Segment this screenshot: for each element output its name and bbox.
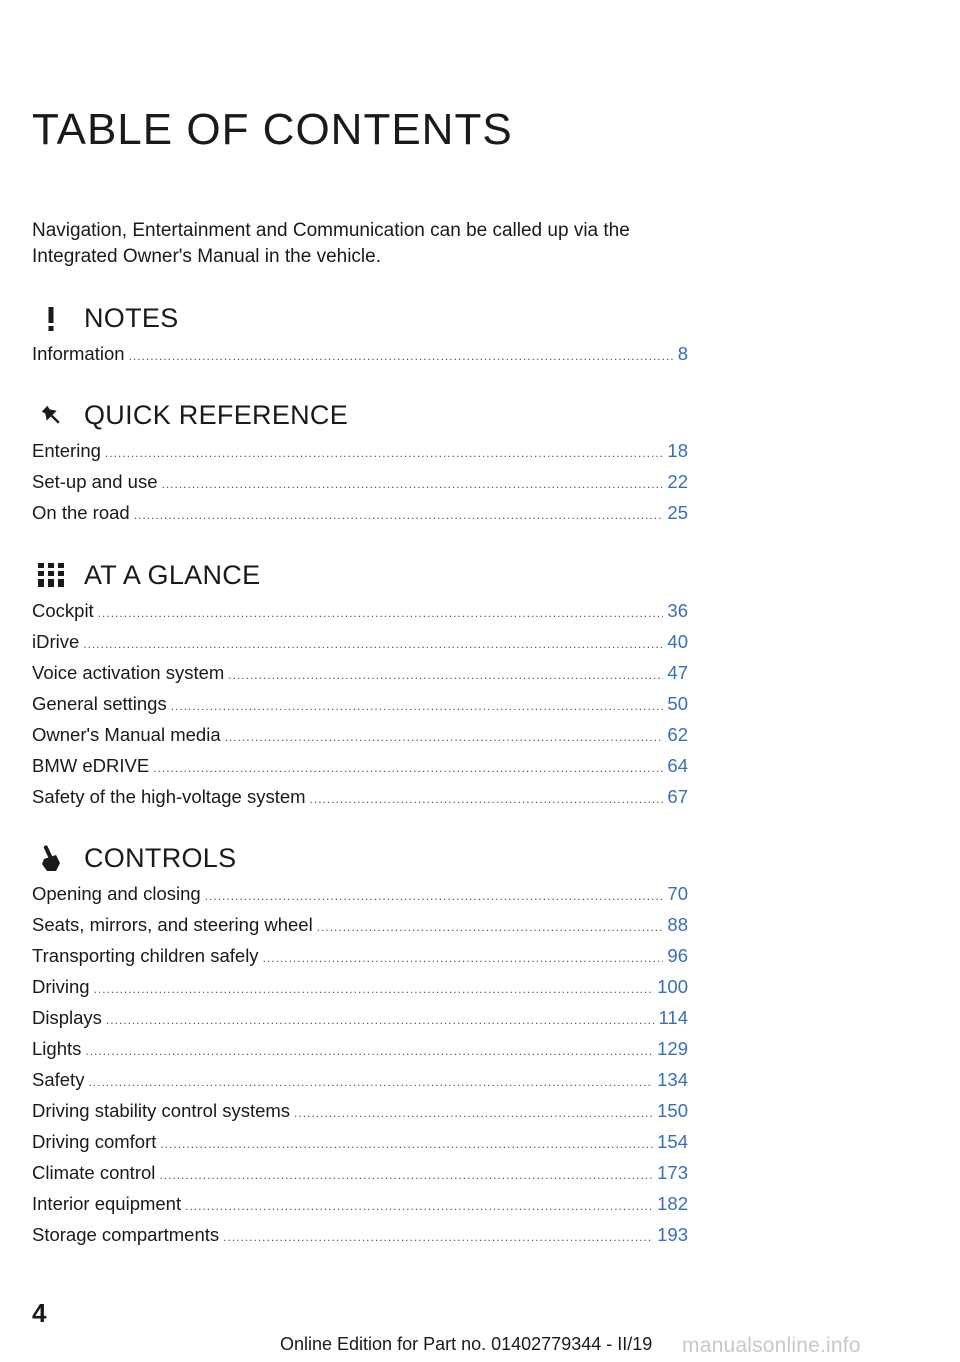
toc-entry-label: Storage compartments: [32, 1224, 220, 1245]
dot-leader: [129, 341, 674, 372]
toc-page-link[interactable]: 100: [657, 976, 688, 997]
dot-leader: [98, 598, 664, 629]
toc-page-link[interactable]: 64: [667, 755, 688, 776]
toc-list: [32, 435, 688, 528]
section-controls: [32, 838, 688, 1250]
toc-entry-label: Information: [32, 343, 125, 364]
toc-page-link[interactable]: 8: [677, 343, 688, 364]
toc-entry-label: Set-up and use: [32, 471, 158, 492]
dot-leader: [83, 629, 663, 660]
dot-leader: [106, 1005, 655, 1036]
section-header: [32, 838, 688, 878]
toc-entry-interior-equipment[interactable]: [32, 1188, 688, 1219]
dot-leader: [88, 1067, 653, 1098]
toc-entry-general-settings[interactable]: [32, 688, 688, 719]
toc-entry-cockpit[interactable]: [32, 595, 688, 626]
dot-leader: [105, 438, 664, 469]
toc-page-link[interactable]: 150: [657, 1100, 688, 1121]
toc-entry-idrive[interactable]: [32, 626, 688, 657]
dot-leader: [171, 691, 664, 722]
toc-page-link[interactable]: 154: [657, 1131, 688, 1152]
dot-leader: [228, 660, 663, 691]
section-title: NOTES: [84, 303, 179, 333]
dot-leader: [223, 1222, 653, 1253]
toc-entry-transporting-children[interactable]: [32, 940, 688, 971]
section-title: AT A GLANCE: [84, 560, 261, 590]
section-header: [32, 395, 688, 435]
dot-leader: [153, 753, 663, 784]
toc-entry-label: Driving stability control systems: [32, 1100, 291, 1121]
section-title: QUICK REFERENCE: [84, 400, 349, 430]
toc-page-link[interactable]: 96: [667, 945, 688, 966]
toc-entry-label: Driving comfort: [32, 1131, 157, 1152]
toc-entry-label: Transporting children safely: [32, 945, 259, 966]
hand-pointer-icon: [34, 841, 68, 875]
toc-entry-label: Climate control: [32, 1162, 156, 1183]
toc-entry-on-the-road[interactable]: [32, 497, 688, 528]
toc-page-link[interactable]: 193: [657, 1224, 688, 1245]
toc-entry-storage-compartments[interactable]: [32, 1219, 688, 1250]
toc-entry-climate-control[interactable]: [32, 1157, 688, 1188]
toc-entry-entering[interactable]: [32, 435, 688, 466]
toc-entry-safety[interactable]: [32, 1064, 688, 1095]
watermark: manualsonline.info: [682, 1334, 861, 1357]
toc-entry-label: iDrive: [32, 631, 80, 652]
toc-page-link[interactable]: 62: [667, 724, 688, 745]
dot-leader: [134, 500, 664, 531]
toc-entry-label: General settings: [32, 693, 167, 714]
section-header: [32, 555, 688, 595]
dot-leader: [159, 1160, 653, 1191]
exclamation-icon: [34, 301, 68, 335]
toc-list: [32, 338, 688, 369]
page-number: 4: [32, 1298, 47, 1328]
toc-entry-label: Owner's Manual media: [32, 724, 221, 745]
toc-page-link[interactable]: 114: [658, 1007, 688, 1028]
section-quick-reference: [32, 395, 688, 528]
edition-footer: Online Edition for Part no. 01402779344 - II/19: [280, 1334, 653, 1354]
toc-entry-voice-activation-system[interactable]: [32, 657, 688, 688]
dot-leader: [161, 469, 663, 500]
toc-entry-label: BMW eDRIVE: [32, 755, 150, 776]
toc-page-link[interactable]: 36: [667, 600, 688, 621]
toc-list: [32, 595, 688, 812]
toc-entry-seats-mirrors-steering[interactable]: [32, 909, 688, 940]
toc-page-link[interactable]: 67: [667, 786, 688, 807]
toc-entry-set-up-and-use[interactable]: [32, 466, 688, 497]
toc-entry-label: Interior equipment: [32, 1193, 182, 1214]
intro-text: Navigation, Entertainment and Communication can be called up via the Integrated Owner's Manual in the vehicle.: [32, 220, 630, 267]
toc-page-link[interactable]: 70: [667, 883, 688, 904]
toc-entry-label: Cockpit: [32, 600, 94, 621]
toc-entry-information[interactable]: [32, 338, 688, 369]
toc-entry-label: Safety of the high-voltage system: [32, 786, 306, 807]
toc-entry-label: Opening and closing: [32, 883, 201, 904]
toc-page-link[interactable]: 129: [657, 1038, 688, 1059]
toc-page-link[interactable]: 182: [657, 1193, 688, 1214]
toc-page-link[interactable]: 47: [667, 662, 688, 683]
toc-page-link[interactable]: 173: [657, 1162, 688, 1183]
toc-entry-label: Safety: [32, 1069, 85, 1090]
toc-entry-displays[interactable]: [32, 1002, 688, 1033]
toc-entry-label: Voice activation system: [32, 662, 225, 683]
section-header: [32, 298, 688, 338]
section-at-a-glance: [32, 555, 688, 812]
toc-entry-label: Entering: [32, 440, 101, 461]
dot-leader: [185, 1191, 653, 1222]
toc-entry-label: Seats, mirrors, and steering wheel: [32, 914, 313, 935]
toc-entry-opening-and-closing[interactable]: [32, 878, 688, 909]
toc-entry-safety-high-voltage[interactable]: [32, 781, 688, 812]
dot-leader: [310, 784, 664, 815]
dot-leader: [94, 974, 654, 1005]
toc-entry-driving[interactable]: [32, 971, 688, 1002]
toc-entry-label: On the road: [32, 502, 130, 523]
toc-page-link[interactable]: 40: [667, 631, 688, 652]
dot-leader: [205, 881, 664, 912]
toc-page-link[interactable]: 88: [667, 914, 688, 935]
toc-page-link[interactable]: 134: [657, 1069, 688, 1090]
toc-page-link[interactable]: 25: [667, 502, 688, 523]
page-title: TABLE OF CONTENTS: [32, 105, 513, 154]
dot-leader: [317, 912, 664, 943]
toc-page-link[interactable]: 18: [667, 440, 688, 461]
toc-entry-lights[interactable]: [32, 1033, 688, 1064]
dot-leader: [263, 943, 664, 974]
dot-leader: [85, 1036, 653, 1067]
toc-entry-driving-stability[interactable]: [32, 1095, 688, 1126]
section-notes: [32, 298, 688, 369]
section-title: CONTROLS: [84, 843, 237, 873]
toc-list: [32, 878, 688, 1250]
dot-leader: [294, 1098, 653, 1129]
dot-leader: [225, 722, 664, 753]
toc-page-link[interactable]: 22: [667, 471, 688, 492]
toc-entry-driving-comfort[interactable]: [32, 1126, 688, 1157]
grid-icon: [34, 558, 68, 592]
toc-entry-label: Displays: [32, 1007, 102, 1028]
toc-entry-label: Lights: [32, 1038, 82, 1059]
pin-icon: [34, 398, 68, 432]
toc-entry-bmw-edrive[interactable]: [32, 750, 688, 781]
toc-entry-owners-manual-media[interactable]: [32, 719, 688, 750]
toc-page-link[interactable]: 50: [667, 693, 688, 714]
toc-entry-label: Driving: [32, 976, 90, 997]
dot-leader: [160, 1129, 653, 1160]
